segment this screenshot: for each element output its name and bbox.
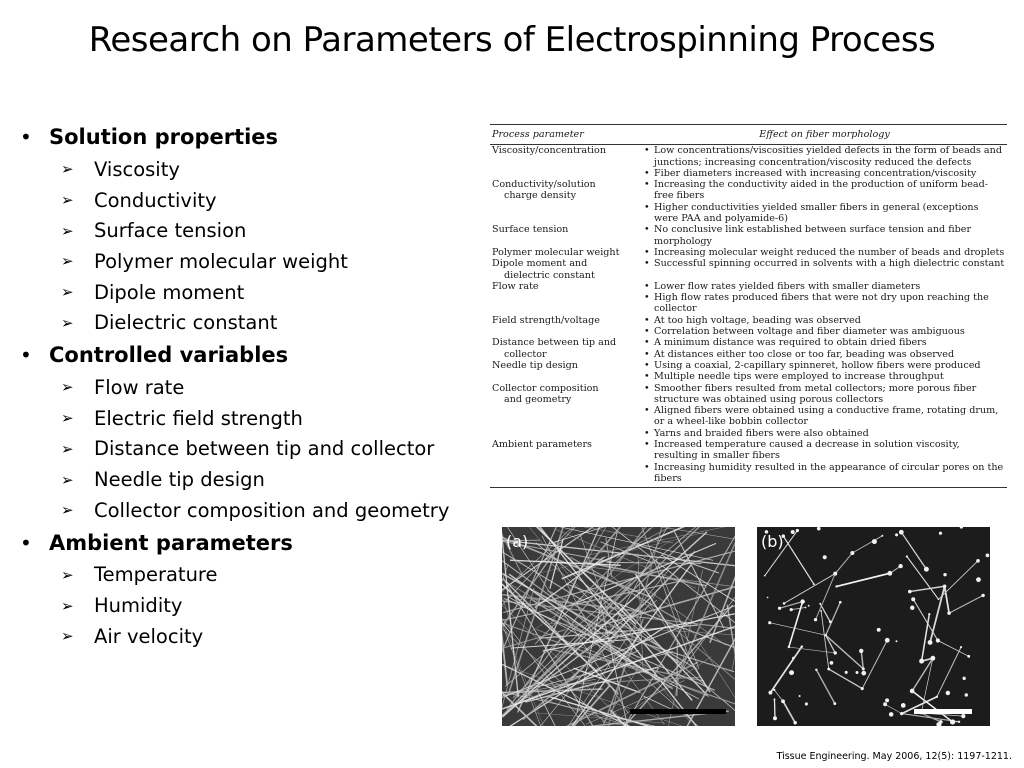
arrow-bullet-icon: ➢ xyxy=(61,409,74,428)
effect-text: Correlation between voltage and fiber diameter was ambiguous xyxy=(654,326,965,338)
table-cell-parameter xyxy=(490,315,642,338)
table-row xyxy=(490,281,1007,315)
sub-bullet-item xyxy=(20,277,485,308)
table-row xyxy=(490,337,1007,360)
sub-bullet-item xyxy=(20,590,485,621)
table-cell-effect xyxy=(642,224,1007,247)
effect-item xyxy=(644,428,1005,439)
sub-bullet-text: Polymer molecular weight xyxy=(94,249,348,273)
effect-text: No conclusive link established between surface tension and fiber morphology xyxy=(654,224,972,247)
parameter-line: Polymer molecular weight xyxy=(492,246,620,258)
table-cell-effect xyxy=(642,258,1007,281)
table-cell-effect xyxy=(642,315,1007,338)
bullet-dot-icon: • xyxy=(644,337,650,349)
table-cell-parameter xyxy=(490,224,642,247)
effect-item xyxy=(644,462,1005,485)
scale-bar xyxy=(914,709,972,714)
table-row xyxy=(490,360,1007,383)
effect-text: Increased temperature caused a decrease in solution viscosity, resulting in smaller fibers xyxy=(654,439,960,462)
effect-item xyxy=(644,337,1005,348)
bullet-dot-icon: • xyxy=(644,439,650,451)
sub-bullet-text: Temperature xyxy=(94,563,218,587)
sem-image-a xyxy=(502,527,735,726)
table-cell-parameter xyxy=(490,337,642,360)
sub-bullet-text: Dipole moment xyxy=(94,280,245,304)
bullet-dot-icon: • xyxy=(644,371,650,383)
table-row xyxy=(490,315,1007,338)
effect-text: At too high voltage, beading was observed xyxy=(654,314,861,326)
bullet-dot-icon: • xyxy=(644,246,650,258)
sub-bullet-item xyxy=(20,464,485,495)
image-label-b: (b) xyxy=(761,532,784,551)
sub-bullet-text: Flow rate xyxy=(94,375,185,399)
effect-item xyxy=(644,405,1005,428)
bullet-dot-icon: • xyxy=(644,292,650,304)
sub-bullet-item xyxy=(20,372,485,403)
arrow-bullet-icon: ➢ xyxy=(61,627,74,646)
sub-bullet-text: Distance between tip and collector xyxy=(94,437,435,461)
effect-text: Increasing molecular weight reduced the number of beads and droplets xyxy=(654,246,1005,258)
parameter-line: and geometry xyxy=(504,393,572,405)
section-heading: Ambient parameters xyxy=(49,530,293,555)
arrow-bullet-icon: ➢ xyxy=(61,160,74,179)
table-cell-parameter xyxy=(490,360,642,383)
section-heading: Solution properties xyxy=(49,125,279,149)
parameter-line: Dipole moment and xyxy=(492,258,588,270)
parameter-line: Distance between tip and xyxy=(492,337,617,349)
bullet-dot-icon: • xyxy=(644,461,650,473)
bullet-dot-icon: • xyxy=(644,167,650,179)
effect-text: Multiple needle tips were employed to increase throughput xyxy=(654,371,944,383)
table-cell-parameter xyxy=(490,439,642,488)
effect-item xyxy=(644,179,1005,202)
effect-item xyxy=(644,292,1005,315)
effect-text: Smoother fibers resulted from metal collectors; more porous fiber structure was obtained using porous collectors xyxy=(654,382,977,405)
arrow-bullet-icon: ➢ xyxy=(61,283,74,302)
sub-bullet-item xyxy=(20,495,485,526)
table-header-effect: Effect on fiber morphology xyxy=(642,125,1007,145)
sub-bullet-item xyxy=(20,403,485,434)
table-row xyxy=(490,258,1007,281)
effect-item xyxy=(644,258,1005,269)
bullet-dot-icon: • xyxy=(644,224,650,236)
arrow-bullet-icon: ➢ xyxy=(61,470,74,489)
arrow-bullet-icon: ➢ xyxy=(61,191,74,210)
parameter-line: Flow rate xyxy=(492,280,539,292)
sub-bullet-item xyxy=(20,185,485,216)
bullet-dot-icon: • xyxy=(644,326,650,338)
effect-item xyxy=(644,371,1005,382)
parameter-line: dielectric constant xyxy=(504,269,595,281)
effect-text: Aligned fibers were obtained using a conductive frame, rotating drum, or a wheel-like bobbin collector xyxy=(654,405,999,428)
arrow-bullet-icon: ➢ xyxy=(61,501,74,520)
effect-text: Increasing the conductivity aided in the production of uniform bead-free fibers xyxy=(654,179,988,202)
table-cell-parameter xyxy=(490,383,642,439)
parameter-line: Collector composition xyxy=(492,382,599,394)
slide-title: Research on Parameters of Electrospinning Process xyxy=(88,20,936,60)
bullet-dot-icon: • xyxy=(20,125,32,149)
effect-text: Successful spinning occurred in solvents with a high dielectric constant xyxy=(654,258,1005,270)
sem-micrograph-fiber-network-icon xyxy=(757,527,990,726)
table-row xyxy=(490,439,1007,488)
bullet-dot-icon: • xyxy=(644,258,650,270)
section-heading: Controlled variables xyxy=(49,343,289,368)
effect-text: Higher conductivities yielded smaller fibers in general (exceptions were PAA and polyamide-6) xyxy=(654,201,979,225)
effect-text: Low concentrations/viscosities yielded defects in the form of beads and junctions; increasing concentration/viscosity reduced the defects xyxy=(654,145,1002,168)
parameter-bullet-list xyxy=(20,120,485,652)
effect-item xyxy=(644,145,1005,168)
table-row xyxy=(490,145,1007,179)
table-cell-parameter xyxy=(490,258,642,281)
citation: Tissue Engineering. May 2006, 12(5): 1197-1211. xyxy=(776,751,1012,762)
sub-bullet-item xyxy=(20,307,485,338)
arrow-bullet-icon: ➢ xyxy=(61,313,74,332)
parameter-line: Field strength/voltage xyxy=(492,314,600,326)
table-cell-effect xyxy=(642,145,1007,179)
arrow-bullet-icon: ➢ xyxy=(61,565,74,584)
bullet-dot-icon: • xyxy=(644,427,650,439)
effect-text: High flow rates produced fibers that were not dry upon reaching the collector xyxy=(654,292,989,315)
sub-bullet-text: Air velocity xyxy=(94,624,204,648)
scale-bar xyxy=(630,709,726,714)
bullet-dot-icon: • xyxy=(644,314,650,326)
bullet-section-ambient-parameters xyxy=(20,526,485,652)
effect-item xyxy=(644,224,1005,247)
effect-text: At distances either too close or too far, beading was observed xyxy=(654,348,955,360)
effect-item xyxy=(644,439,1005,462)
effect-text: Lower flow rates yielded fibers with smaller diameters xyxy=(654,280,921,292)
table-cell-parameter xyxy=(490,247,642,258)
sub-bullet-text: Electric field strength xyxy=(94,406,303,430)
effect-text: A minimum distance was required to obtain dried fibers xyxy=(654,337,927,349)
parameter-line: collector xyxy=(504,348,547,360)
arrow-bullet-icon: ➢ xyxy=(61,439,74,458)
bullet-dot-icon: • xyxy=(20,343,32,368)
bullet-dot-icon: • xyxy=(644,405,650,417)
table-cell-effect xyxy=(642,179,1007,224)
sub-bullet-item xyxy=(20,434,485,465)
bullet-dot-icon: • xyxy=(20,530,32,555)
table-cell-effect xyxy=(642,383,1007,439)
table-row xyxy=(490,383,1007,439)
bullet-dot-icon: • xyxy=(644,201,650,213)
arrow-bullet-icon: ➢ xyxy=(61,596,74,615)
effect-item xyxy=(644,349,1005,360)
image-label-a: (a) xyxy=(506,532,529,551)
bullet-section-solution-properties xyxy=(20,120,485,338)
sub-bullet-text: Viscosity xyxy=(94,157,180,181)
effect-item xyxy=(644,383,1005,406)
table-cell-effect xyxy=(642,360,1007,383)
sub-bullet-item xyxy=(20,246,485,277)
parameter-line: Conductivity/solution xyxy=(492,179,596,191)
bullet-dot-icon: • xyxy=(644,145,650,157)
sub-bullet-text: Humidity xyxy=(94,594,183,618)
effect-text: Fiber diameters increased with increasing concentration/viscosity xyxy=(654,167,977,179)
bullet-dot-icon: • xyxy=(644,179,650,191)
parameter-line: Needle tip design xyxy=(492,359,578,371)
sub-bullet-text: Surface tension xyxy=(94,219,247,243)
effect-item xyxy=(644,247,1005,258)
parameter-line: Ambient parameters xyxy=(492,439,592,451)
parameter-line: charge density xyxy=(504,190,576,202)
sub-bullet-text: Needle tip design xyxy=(94,468,265,492)
sub-bullet-item xyxy=(20,215,485,246)
effect-item xyxy=(644,202,1005,225)
bullet-dot-icon: • xyxy=(644,348,650,360)
table-cell-parameter xyxy=(490,145,642,179)
table-cell-effect xyxy=(642,439,1007,488)
table-header-process-parameter: Process parameter xyxy=(490,125,642,145)
effect-item xyxy=(644,168,1005,179)
arrow-bullet-icon: ➢ xyxy=(61,378,74,397)
table-cell-effect xyxy=(642,337,1007,360)
sem-image-b xyxy=(757,527,990,726)
sub-bullet-item xyxy=(20,154,485,185)
parameter-line: Surface tension xyxy=(492,224,569,236)
table-row xyxy=(490,247,1007,258)
bullet-dot-icon: • xyxy=(644,280,650,292)
table-row xyxy=(490,224,1007,247)
sub-bullet-text: Dielectric constant xyxy=(94,311,278,335)
table-cell-parameter xyxy=(490,281,642,315)
sub-bullet-item xyxy=(20,621,485,652)
table-cell-parameter xyxy=(490,179,642,224)
arrow-bullet-icon: ➢ xyxy=(61,252,74,271)
effect-item xyxy=(644,326,1005,337)
sem-micrograph-random-fibers-icon xyxy=(502,527,735,726)
effect-text: Using a coaxial, 2-capillary spinneret, hollow fibers were produced xyxy=(654,359,981,371)
bullet-dot-icon: • xyxy=(644,382,650,394)
process-parameter-table xyxy=(490,124,1007,488)
effect-item xyxy=(644,281,1005,292)
bullet-section-controlled-variables xyxy=(20,338,485,525)
effect-text: Yarns and braided fibers were also obtained xyxy=(654,427,869,439)
table-row xyxy=(490,179,1007,224)
effect-item xyxy=(644,315,1005,326)
bullet-dot-icon: • xyxy=(644,359,650,371)
sub-bullet-item xyxy=(20,560,485,591)
effect-item xyxy=(644,360,1005,371)
sub-bullet-text: Conductivity xyxy=(94,188,217,212)
arrow-bullet-icon: ➢ xyxy=(61,221,74,240)
effect-text: Increasing humidity resulted in the appearance of circular pores on the fibers xyxy=(654,461,1004,484)
sub-bullet-text: Collector composition and geometry xyxy=(94,498,450,522)
table-cell-effect xyxy=(642,281,1007,315)
parameter-line: Viscosity/concentration xyxy=(492,145,606,157)
table-cell-effect xyxy=(642,247,1007,258)
